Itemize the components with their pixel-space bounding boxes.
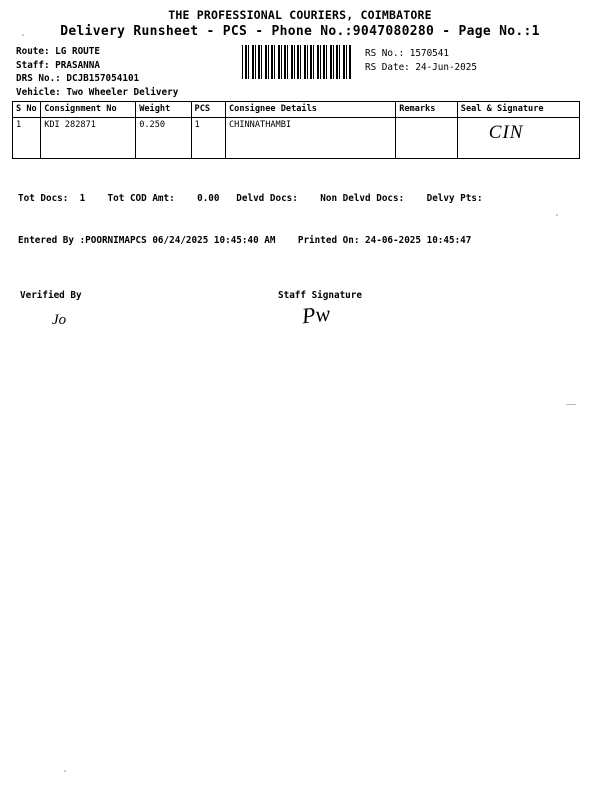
scan-speck [566,404,576,405]
staff-signature-mark: Pw [300,300,332,329]
cell-consignee: CHINNATHAMBI [225,118,395,159]
drs-no-label: DRS No.: DCJB157054101 [16,73,140,84]
table-row [13,118,580,159]
verified-signature-mark: Jo [52,312,67,328]
column-header-weight: Weight [136,102,191,118]
cell-seal-signature [457,118,579,159]
scan-speck [64,770,66,772]
route-label: Route: LG ROUTE [16,46,100,57]
totals-line: Tot Docs: 1 Tot COD Amt: 0.00 Delvd Docs: Non Delvd Docs: Delvy Pts: [18,193,483,204]
column-header-sno: S No [13,102,41,118]
signature-section [20,290,590,350]
cell-remarks [396,118,458,159]
totals-section [18,164,590,276]
staff-signature-label: Staff Signature [278,290,362,301]
barcode-icon [242,45,352,79]
cell-consignment-no: KDI 282871 [41,118,136,159]
rs-no-label: RS No.: 1570541 [365,48,449,59]
column-header-consignee-details: Consignee Details [225,102,395,118]
vehicle-label: Vehicle: Two Wheeler Delivery [16,86,179,98]
cell-pcs: 1 [191,118,225,159]
column-header-consignment-no: Consignment No [41,102,136,118]
column-header-remarks: Remarks [396,102,458,118]
seal-signature-mark: CIN [488,122,524,143]
document-title: Delivery Runsheet - PCS - Phone No.:9047080280 - Page No.:1 [60,24,540,39]
consignment-table [12,101,580,159]
meta-right-block [365,47,477,75]
barcode-stripes [242,45,352,79]
rs-date-label: RS Date: 24-Jun-2025 [365,62,477,73]
staff-label: Staff: PRASANNA [16,59,100,71]
entered-printed-line: Entered By :POORNIMAPCS 06/24/2025 10:45:40 AM Printed On: 24-06-2025 10:45:47 [18,235,472,246]
column-header-seal-signature: Seal & Signature [457,102,579,118]
runsheet-document [10,8,590,350]
cell-weight: 0.250 [136,118,191,159]
cell-sno: 1 [13,118,41,159]
meta-left-block [16,45,178,99]
verified-by-label: Verified By [20,290,82,301]
company-title: THE PROFESSIONAL COURIERS, COIMBATORE [168,8,432,22]
column-header-pcs: PCS [191,102,225,118]
table-header-row [13,102,580,118]
meta-section [10,45,590,101]
